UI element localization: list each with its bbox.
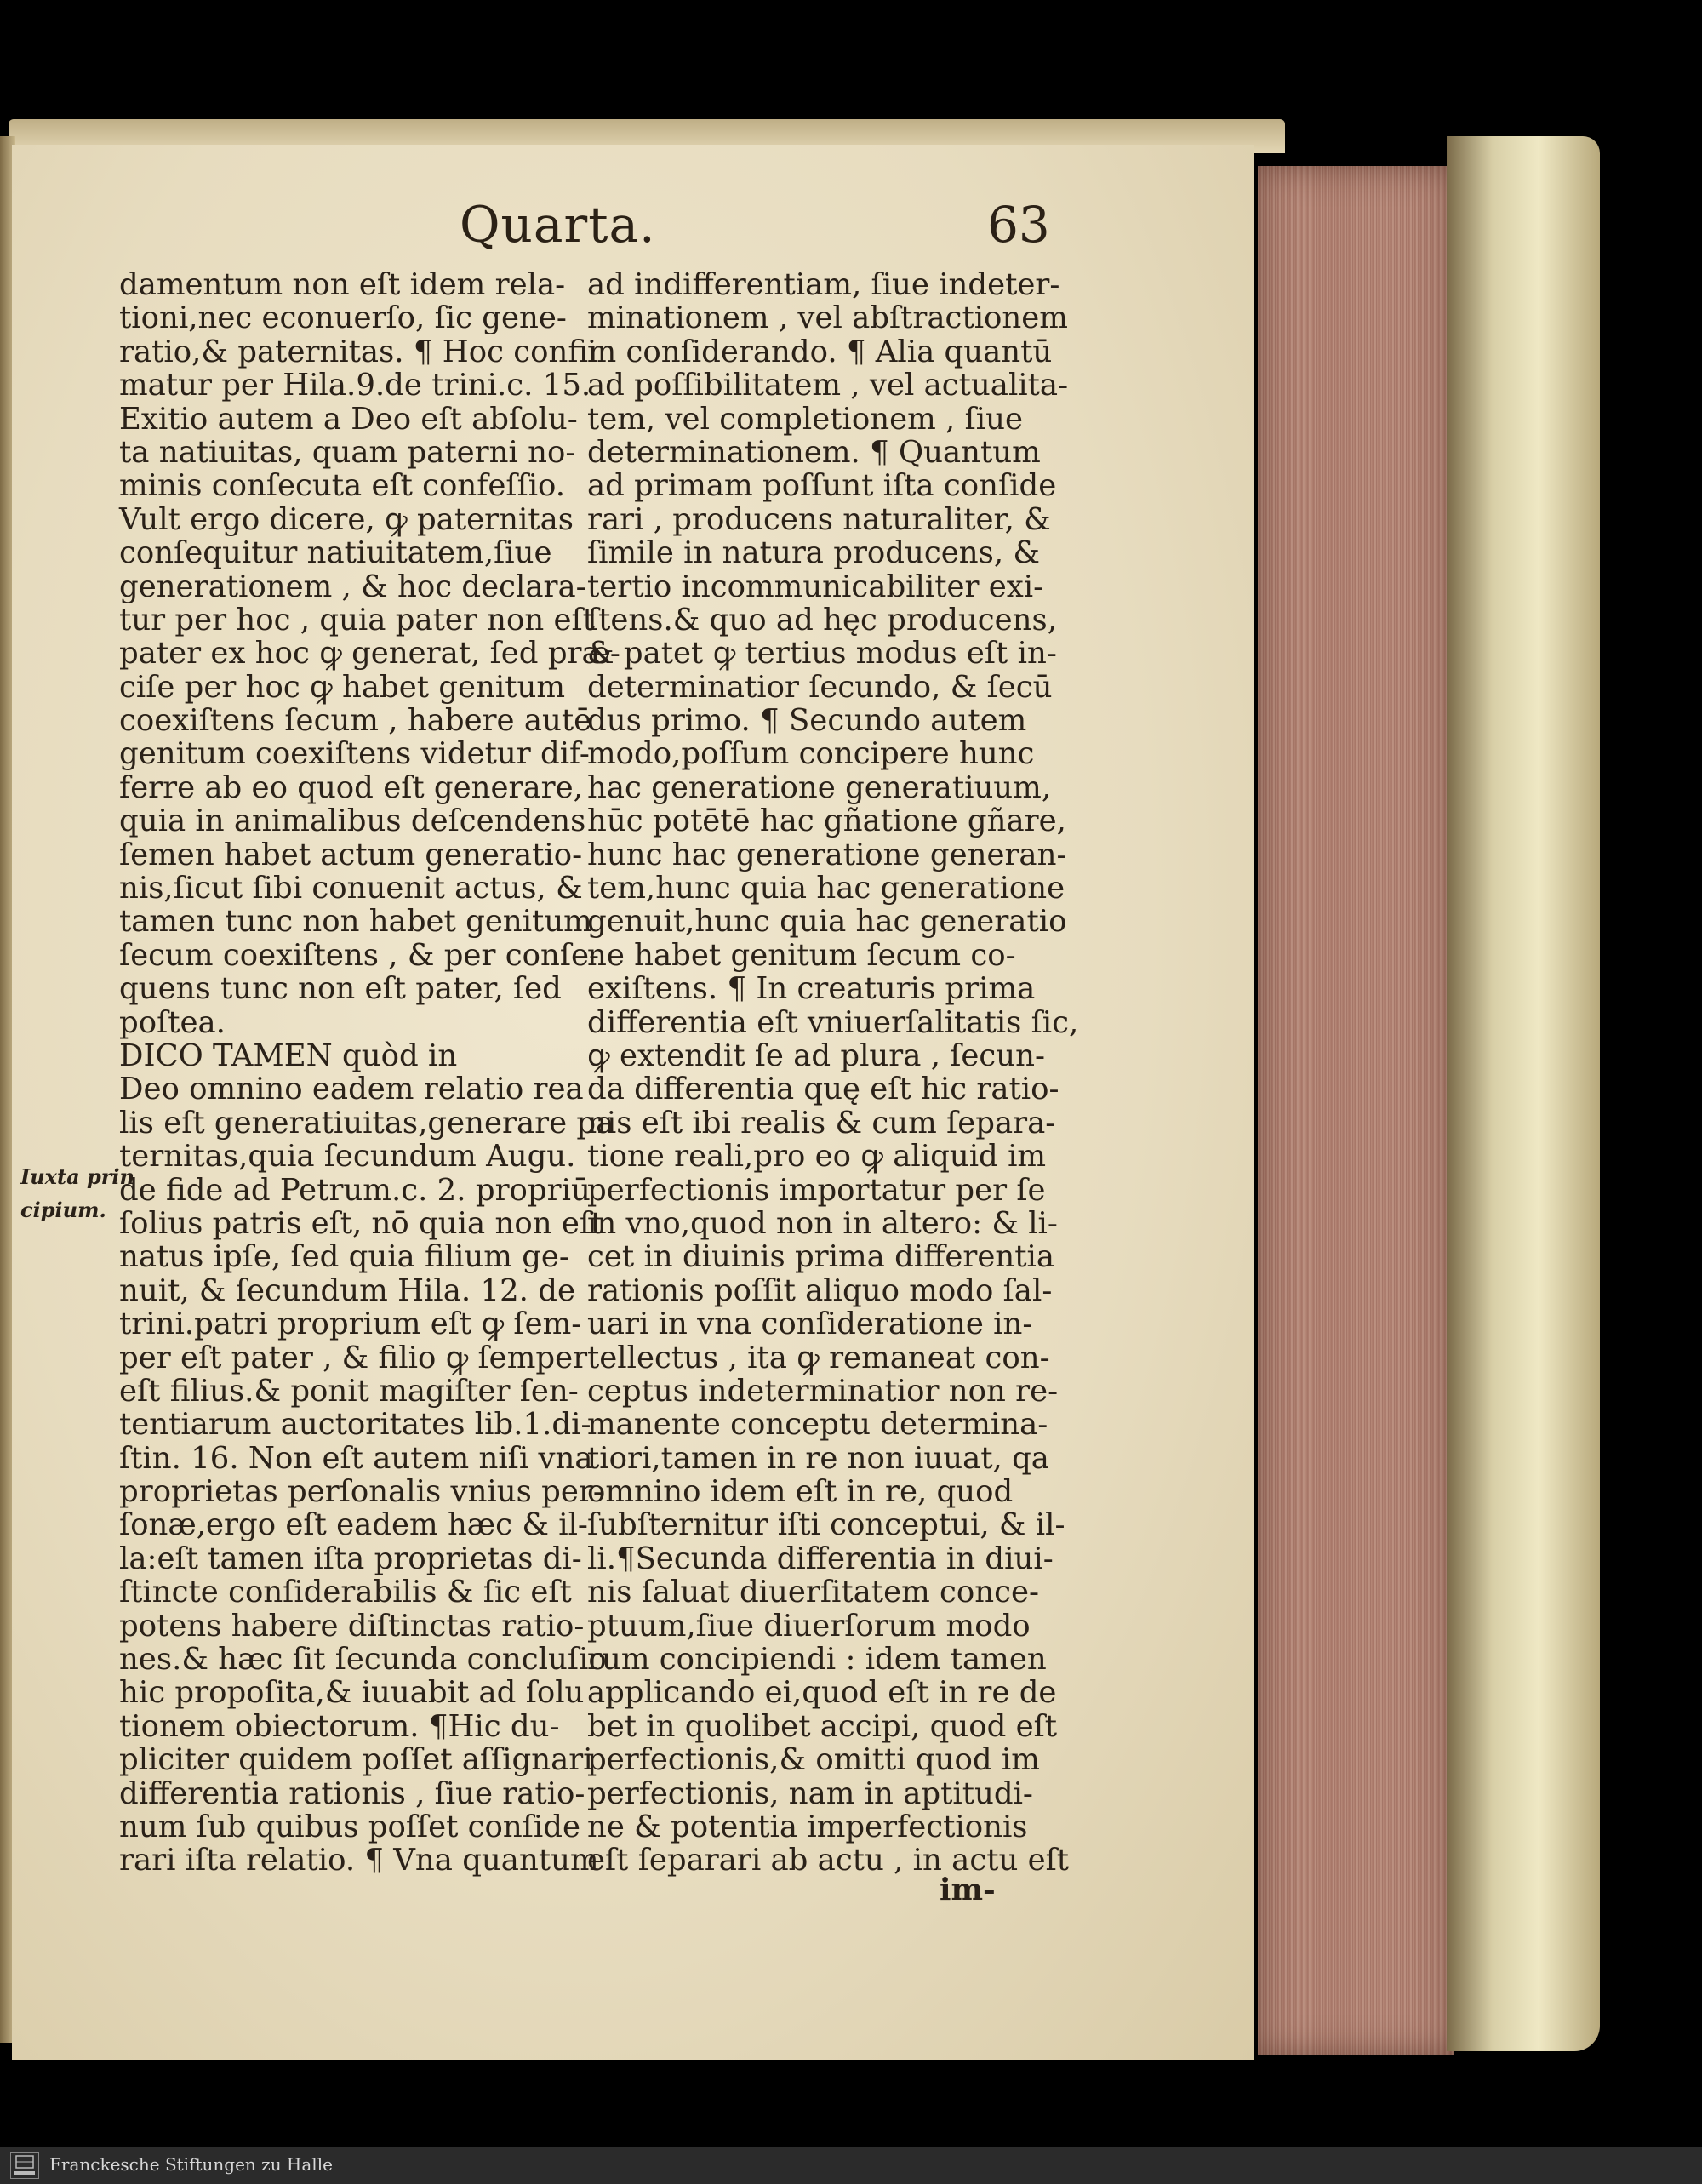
text-line: natus ipſe, ſed quia filium ge- (119, 1239, 569, 1275)
text-line: coexiſtens ſecum , habere autē (119, 703, 592, 739)
text-line: ſimile in natura producens, & (587, 535, 1041, 571)
text-line: tentiarum auctoritates lib.1.di- (119, 1407, 591, 1443)
text-line: ſtincte conſiderabilis & ſic eſt (119, 1575, 572, 1610)
text-line: quia in animalibus deſcendens (119, 803, 586, 839)
running-head (460, 196, 1055, 264)
vellum-cover (1447, 136, 1600, 2051)
text-line: minationem , vel abſtractionem (587, 300, 1068, 336)
text-line: da differentia quę eſt hic ratio- (587, 1072, 1059, 1107)
text-line: in conſiderando. ¶ Alia quantū (587, 334, 1053, 369)
text-line: damentum non eſt idem rela- (119, 267, 566, 302)
text-line: ptuum,ſiue diuerſorum modo (587, 1608, 1031, 1644)
text-line: ſemen habet actum generatio- (119, 837, 583, 872)
text-column-left (119, 267, 620, 1878)
footer-bar (0, 2147, 1702, 2184)
text-line: eſt ſeparari ab actu , in actu eſt (587, 1843, 1070, 1878)
text-line: tioni,nec econuerſo, ſic gene- (119, 300, 567, 336)
text-line: tionem obiectorum. ¶Hic du- (119, 1708, 560, 1744)
text-line: trini.patri proprium eſt ꝙ ſem- (119, 1306, 582, 1342)
text-line: tur per hoc , quia pater non eſt (119, 602, 595, 637)
text-line: exiſtens. ¶ In creaturis prima (587, 971, 1036, 1007)
text-line: ad poſſibilitatem , vel actualita- (587, 368, 1069, 403)
text-line: quens tunc non eſt pater, ſed (119, 971, 562, 1007)
text-line: ſonæ,ergo eſt eadem hæc & il- (119, 1507, 588, 1543)
text-line: conſequitur natiuitatem,ſiue (119, 535, 552, 571)
text-line: rum concipiendi : idem tamen (587, 1642, 1047, 1678)
text-line: hic propoſita,& iuuabit ad ſolu (119, 1675, 585, 1711)
text-line: li.¶Secunda differentia in diui- (587, 1541, 1054, 1576)
text-line: bet in quolibet accipi, quod eſt (587, 1708, 1058, 1744)
text-line: cet in diuinis prima differentia (587, 1239, 1055, 1275)
text-line: eſt filius.& ponit magiſter ſen- (119, 1373, 579, 1409)
marginal-note (20, 1160, 134, 1226)
text-line: genuit,hunc quia hac generatio (587, 904, 1067, 940)
text-line: Exitio autem a Deo eſt abſolu- (119, 401, 578, 437)
text-line: ſtin. 16. Non eſt autem niſi vna (119, 1440, 593, 1476)
text-line: potens habere diſtinctas ratio- (119, 1608, 585, 1644)
text-line: ſecum coexiſtens , & per conſe- (119, 937, 599, 973)
text-line: uari in vna conſideratione in- (587, 1306, 1033, 1342)
text-line: in vno,quod non in altero: & li- (587, 1205, 1058, 1241)
text-line: tem,hunc quia hac generatione (587, 871, 1065, 906)
text-line: perfectionis,& omitti quod im (587, 1742, 1040, 1778)
text-line: ſolius patris eſt, nō quia non eſt (119, 1205, 603, 1241)
text-line: DICO TAMEN quòd in (119, 1038, 458, 1073)
text-line: ta natiuitas, quam paterni no- (119, 434, 576, 470)
text-line: tamen tunc non habet genitum (119, 904, 592, 940)
text-line: nis eſt ibi realis & cum ſepara- (587, 1105, 1056, 1141)
text-line: pater ex hoc ꝙ generat, ſed præ- (119, 636, 620, 672)
text-line: genitum coexiſtens videtur dif- (119, 736, 590, 772)
text-line: nis ſaluat diuerſitatem conce- (587, 1575, 1040, 1610)
text-column-right (587, 267, 1079, 1878)
text-line: pliciter quidem poſſet aſſignari (119, 1742, 593, 1778)
text-line: determinatior ſecundo, & ſecū (587, 669, 1053, 705)
text-line: perfectionis importatur per ſe (587, 1172, 1046, 1208)
catchword: im- (940, 1872, 996, 1907)
marginal-note-line: Iuxta prin (20, 1164, 134, 1189)
text-line: la:eſt tamen iſta proprietas di- (119, 1541, 582, 1576)
text-line: Deo omnino eadem relatio rea (119, 1072, 584, 1107)
text-line: determinationem. ¶ Quantum (587, 434, 1041, 470)
institution-logo-icon (10, 2152, 39, 2179)
text-line: perfectionis, nam in aptitudi- (587, 1775, 1033, 1811)
text-line: generationem , & hoc declara- (119, 569, 586, 604)
text-line: lis eſt generatiuitas,generare pa (119, 1105, 614, 1141)
text-line: tione reali,pro eo ꝙ aliquid im (587, 1139, 1047, 1175)
text-line: ad primam poſſunt iſta conſide (587, 468, 1057, 504)
text-line: tiori,tamen in re non iuuat, qa (587, 1440, 1049, 1476)
text-line: manente conceptu determina- (587, 1407, 1048, 1443)
text-line: rari iſta relatio. ¶ Vna quantum (119, 1843, 599, 1878)
text-line: dus primo. ¶ Secundo autem (587, 703, 1027, 739)
text-line: ferre ab eo quod eſt generare, (119, 769, 583, 805)
text-line: ad indifferentiam, ſiue indeter- (587, 267, 1060, 302)
text-line: tem, vel completionem , ſiue (587, 401, 1023, 437)
text-line: ne habet genitum ſecum co- (587, 937, 1016, 973)
text-line: ne & potentia imperfectionis (587, 1809, 1028, 1844)
text-line: omnino idem eſt in re, quod (587, 1474, 1014, 1510)
text-line: poſtea. (119, 1004, 226, 1040)
text-line: nuit, & ſecundum Hila. 12. de (119, 1272, 575, 1308)
text-line: rationis poſſit aliquo modo ſal- (587, 1272, 1053, 1308)
text-line: Vult ergo dicere, ꝙ paternitas (119, 501, 574, 537)
text-line: proprietas perſonalis vnius per- (119, 1474, 603, 1510)
footer-institution-name: Franckesche Stiftungen zu Halle (49, 2154, 333, 2175)
text-line: differentia rationis , ſiue ratio- (119, 1775, 585, 1811)
text-line: hūc potētē hac gñatione gñare, (587, 803, 1066, 839)
text-line: ciſe per hoc ꝙ habet genitum (119, 669, 566, 705)
page-fore-edge (1258, 166, 1454, 2055)
text-line: hunc hac generatione generan- (587, 837, 1067, 872)
text-line: nis,ſicut ſibi conuenit actus, & (119, 871, 583, 906)
text-line: hac generatione generatiuum, (587, 769, 1052, 805)
text-line: nes.& hæc ſit ſecunda concluſio (119, 1642, 607, 1678)
text-line: tertio incommunicabiliter exi- (587, 569, 1044, 604)
text-line: minis conſecuta eſt confeſſio. (119, 468, 566, 504)
text-line: num ſub quibus poſſet conſide (119, 1809, 580, 1844)
page-number: 63 (987, 196, 1050, 254)
text-line: applicando ei,quod eſt in re de (587, 1675, 1057, 1711)
text-line: differentia eſt vniuerſalitatis ſic, (587, 1004, 1079, 1040)
text-line: matur per Hila.9.de trini.c. 15. (119, 368, 591, 403)
text-line: ſtens.& quo ad hęc producens, (587, 602, 1058, 637)
marginal-note-line: cipium. (20, 1198, 106, 1222)
text-line: per eſt pater , & filio ꝙ ſemper (119, 1340, 588, 1375)
text-line: ceptus indeterminatior non re- (587, 1373, 1059, 1409)
text-line: ratio,& paternitas. ¶ Hoc confir (119, 334, 603, 369)
text-line: ternitas,quia ſecundum Augu. (119, 1139, 576, 1175)
text-line: modo,poſſum concipere hunc (587, 736, 1035, 772)
running-head-title: Quarta. (460, 196, 656, 254)
text-line: rari , producens naturaliter, & (587, 501, 1051, 537)
text-line: & patet ꝙ tertius modus eſt in- (587, 636, 1057, 672)
text-line: tellectus , ita ꝙ remaneat con- (587, 1340, 1050, 1375)
text-line: de fide ad Petrum.c. 2. propriū (119, 1172, 591, 1208)
text-line: ſubſternitur iſti conceptui, & il- (587, 1507, 1065, 1543)
text-line: ꝙ extendit ſe ad plura , ſecun- (587, 1038, 1046, 1073)
